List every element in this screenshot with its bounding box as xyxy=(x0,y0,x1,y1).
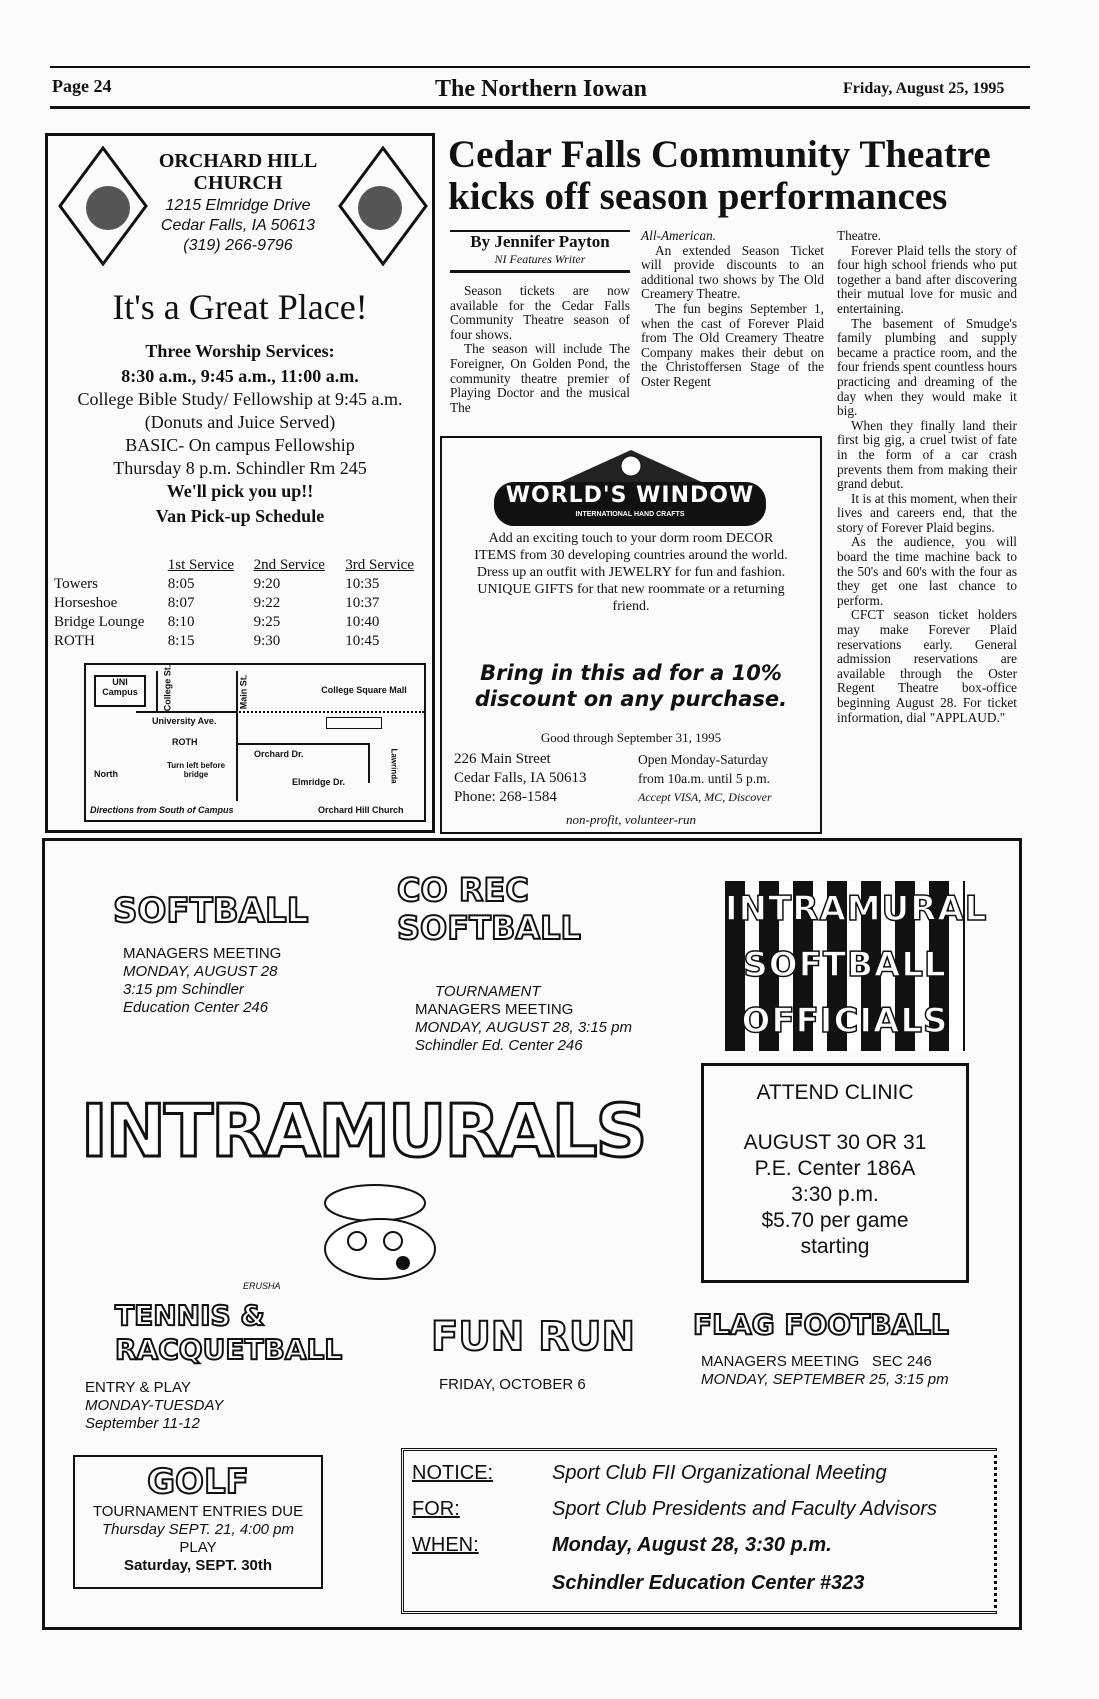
intramurals-banner: INTRAMURALS xyxy=(81,1089,646,1173)
flag-football-info: MANAGERS MEETING SEC 246 MONDAY, SEPTEMBER 25, 3:15 pm xyxy=(701,1353,949,1388)
map-campus: UNI Campus xyxy=(94,675,146,707)
notice-box xyxy=(401,1448,997,1614)
bible-study: College Bible Study/ Fellowship at 9:45 a.m. xyxy=(77,389,403,409)
when-label: WHEN: xyxy=(412,1534,479,1556)
roof-logo-icon xyxy=(536,446,726,486)
ad-address-1: 226 Main Street xyxy=(454,751,551,767)
flag-football-title: FLAG FOOTBALL xyxy=(693,1308,949,1341)
map-elmridge: Elmridge Dr. xyxy=(292,777,346,787)
ad-address-2: Cedar Falls, IA 50613 xyxy=(454,770,587,786)
officials-banner: INTRAMURAL SOFTBALL OFFICIALS xyxy=(725,881,965,1051)
portrait-right-icon xyxy=(338,146,428,266)
ad-hours-2: from 10a.m. until 5 p.m. xyxy=(638,771,770,786)
corec-title: CO REC SOFTBALL xyxy=(397,871,581,947)
van-schedule-table xyxy=(50,556,430,651)
ad-decor: Add an exciting touch to your dorm room DECOR ITEMS from 30 developing countries around the world. xyxy=(474,531,788,563)
ad-gifts: UNIQUE GIFTS for that new roommate or a returning friend. xyxy=(477,582,785,614)
map-main-st: Main St. xyxy=(238,674,249,710)
header-bottom-rule xyxy=(50,106,1030,109)
for-label: FOR: xyxy=(412,1498,460,1520)
funrun-info: FRIDAY, OCTOBER 6 xyxy=(439,1376,586,1393)
intramurals-ad xyxy=(42,838,1022,1630)
corec-info: TOURNAMENT MANAGERS MEETING MONDAY, AUGUST 28, 3:15 pm Schindler Ed. Center 246 xyxy=(415,983,633,1054)
header-top-rule xyxy=(50,66,1030,68)
directions-map xyxy=(84,663,426,822)
article-headline: Cedar Falls Community Theatre kicks off season performances xyxy=(448,133,991,218)
artist-signature: ERUSHA xyxy=(243,1281,281,1291)
map-mall: College Square Mall xyxy=(321,685,407,695)
church-phone: (319) 266-9796 xyxy=(183,237,293,254)
tennis-title: TENNIS & RACQUETBALL xyxy=(115,1299,343,1366)
church-name-2: CHURCH xyxy=(193,172,283,194)
ad-valid: Good through September 31, 1995 xyxy=(540,730,722,745)
services-times: 8:30 a.m., 9:45 a.m., 11:00 a.m. xyxy=(121,366,359,386)
map-turn-left: Turn left before bridge xyxy=(166,761,226,779)
when-value: Monday, August 28, 3:30 p.m. xyxy=(552,1534,832,1556)
worlds-window-ad xyxy=(440,436,822,834)
map-church: Orchard Hill Church xyxy=(318,805,404,815)
issue-date: Friday, August 25, 1995 xyxy=(843,80,1005,97)
table-row: Bridge Lounge 8:10 9:25 10:40 xyxy=(54,614,380,630)
ad-footer: non-profit, volunteer-run xyxy=(566,812,696,827)
map-orchard-dr: Orchard Dr. xyxy=(254,749,304,759)
article-column-2: All-American. An extended Season Ticket will provide discounts to an additional two shows by The Old Creamery Theatre. The fun begins September 1, when the cast of Forever Plaid from The Old Creamery Theatre Company makes their debut on the Christoffersen Stage of the Oster Regent xyxy=(641,228,824,389)
map-college-st: College St. xyxy=(162,664,173,712)
for-value: Sport Club Presidents and Faculty Advisors xyxy=(552,1498,937,1520)
article-column-1: Season tickets are now available for the Cedar Falls Community Theatre season of four shows. The season will include The Foreigner, On Golden Pond, the community theatre premier of Playing Doctor and the musical The xyxy=(450,283,630,415)
services-title: Three Worship Services: xyxy=(145,341,335,361)
van-title: Van Pick-up Schedule xyxy=(155,506,325,526)
basic-fellowship: BASIC- On campus Fellowship xyxy=(125,435,355,455)
church-tagline: It's a Great Place! xyxy=(112,287,368,327)
donuts: (Donuts and Juice Served) xyxy=(144,412,336,432)
table-row: ROTH 8:15 9:30 10:45 xyxy=(54,633,380,649)
church-name-1: ORCHARD HILL xyxy=(158,150,318,172)
byline: By Jennifer Payton xyxy=(470,232,610,251)
where-value: Schindler Education Center #323 xyxy=(552,1572,865,1594)
cartoon-mascot-icon xyxy=(275,1181,475,1281)
golf-box: GOLF TOURNAMENT ENTRIES DUE Thursday SEPT. 21, 4:00 pm PLAY Saturday, SEPT. 30th xyxy=(73,1455,323,1589)
softball-info: MANAGERS MEETING MONDAY, AUGUST 28 3:15 pm Schindler Education Center 246 xyxy=(123,945,282,1016)
portrait-left-icon xyxy=(58,146,148,266)
tennis-info: ENTRY & PLAY MONDAY-TUESDAY September 11-12 xyxy=(85,1379,224,1432)
page-number: Page 24 xyxy=(52,76,112,96)
table-row: Horseshoe 8:07 9:22 10:37 xyxy=(54,595,380,611)
church-ad xyxy=(45,133,435,833)
map-north: North xyxy=(94,769,118,779)
map-roth: ROTH xyxy=(172,737,198,747)
map-university-ave: University Ave. xyxy=(152,716,217,726)
map-directions: Directions from South of Campus xyxy=(90,805,234,815)
softball-title: SOFTBALL xyxy=(113,891,309,931)
ad-jewelry: Dress up an outfit with JEWELRY for fun and fashion. xyxy=(476,565,786,580)
table-row: Towers 8:05 9:20 10:35 xyxy=(54,576,380,592)
sched-header: 1st Service xyxy=(167,557,235,573)
ad-hours-1: Open Monday-Saturday xyxy=(638,752,769,767)
sched-header: 2nd Service xyxy=(253,557,325,573)
paper-title: The Northern Iowan xyxy=(435,76,648,102)
ad-promo: Bring in this ad for a 10% discount on any purchase. xyxy=(474,661,788,711)
church-address-1: 1215 Elmridge Drive xyxy=(165,197,311,214)
funrun-title: FUN RUN xyxy=(431,1314,635,1360)
basic-time: Thursday 8 p.m. Schindler Rm 245 xyxy=(113,458,367,478)
pickup: We'll pick you up!! xyxy=(166,481,314,501)
byline-role: NI Features Writer xyxy=(494,252,586,266)
map-lawrinda: Lawrinda xyxy=(389,748,399,784)
notice-value: Sport Club FII Organizational Meeting xyxy=(552,1462,887,1484)
notice-label: NOTICE: xyxy=(412,1462,494,1484)
ad-cards: Accept VISA, MC, Discover xyxy=(638,790,772,804)
worlds-window-logo: WORLD'S WINDOW INTERNATIONAL HAND CRAFTS xyxy=(494,482,766,526)
sched-header: 3rd Service xyxy=(345,557,414,573)
church-address-2: Cedar Falls, IA 50613 xyxy=(160,217,316,234)
officials-clinic: ATTEND CLINIC AUGUST 30 OR 31 P.E. Center 186A 3:30 p.m. $5.70 per game starting xyxy=(701,1063,969,1283)
ad-phone: Phone: 268-1584 xyxy=(454,789,557,805)
article-column-3: Theatre. Forever Plaid tells the story of four high school friends who put together a band after discovering their mutual love for music and entertaining. The basement of Smudge's family plumbing and supply became a practice room, and the four friends spent countless hours practicing and dreaming of the day when they would make it big. When they finally land their first big gig, a cruel twist of fate in the form of a car crash prevents them from making their grand debut. It is at this moment, when their lives and careers end, that the story of Forever Plaid begins. As the audience, you will board the time machine back to the 50's and 60's with the four as they get one last chance to perform. CFCT season ticket holders may make Forever Plaid reservations early. General admission reservations are available through the Oster Regent Theatre box-office beginning August 28. For ticket information, dial "APPLAUD." xyxy=(837,228,1017,725)
